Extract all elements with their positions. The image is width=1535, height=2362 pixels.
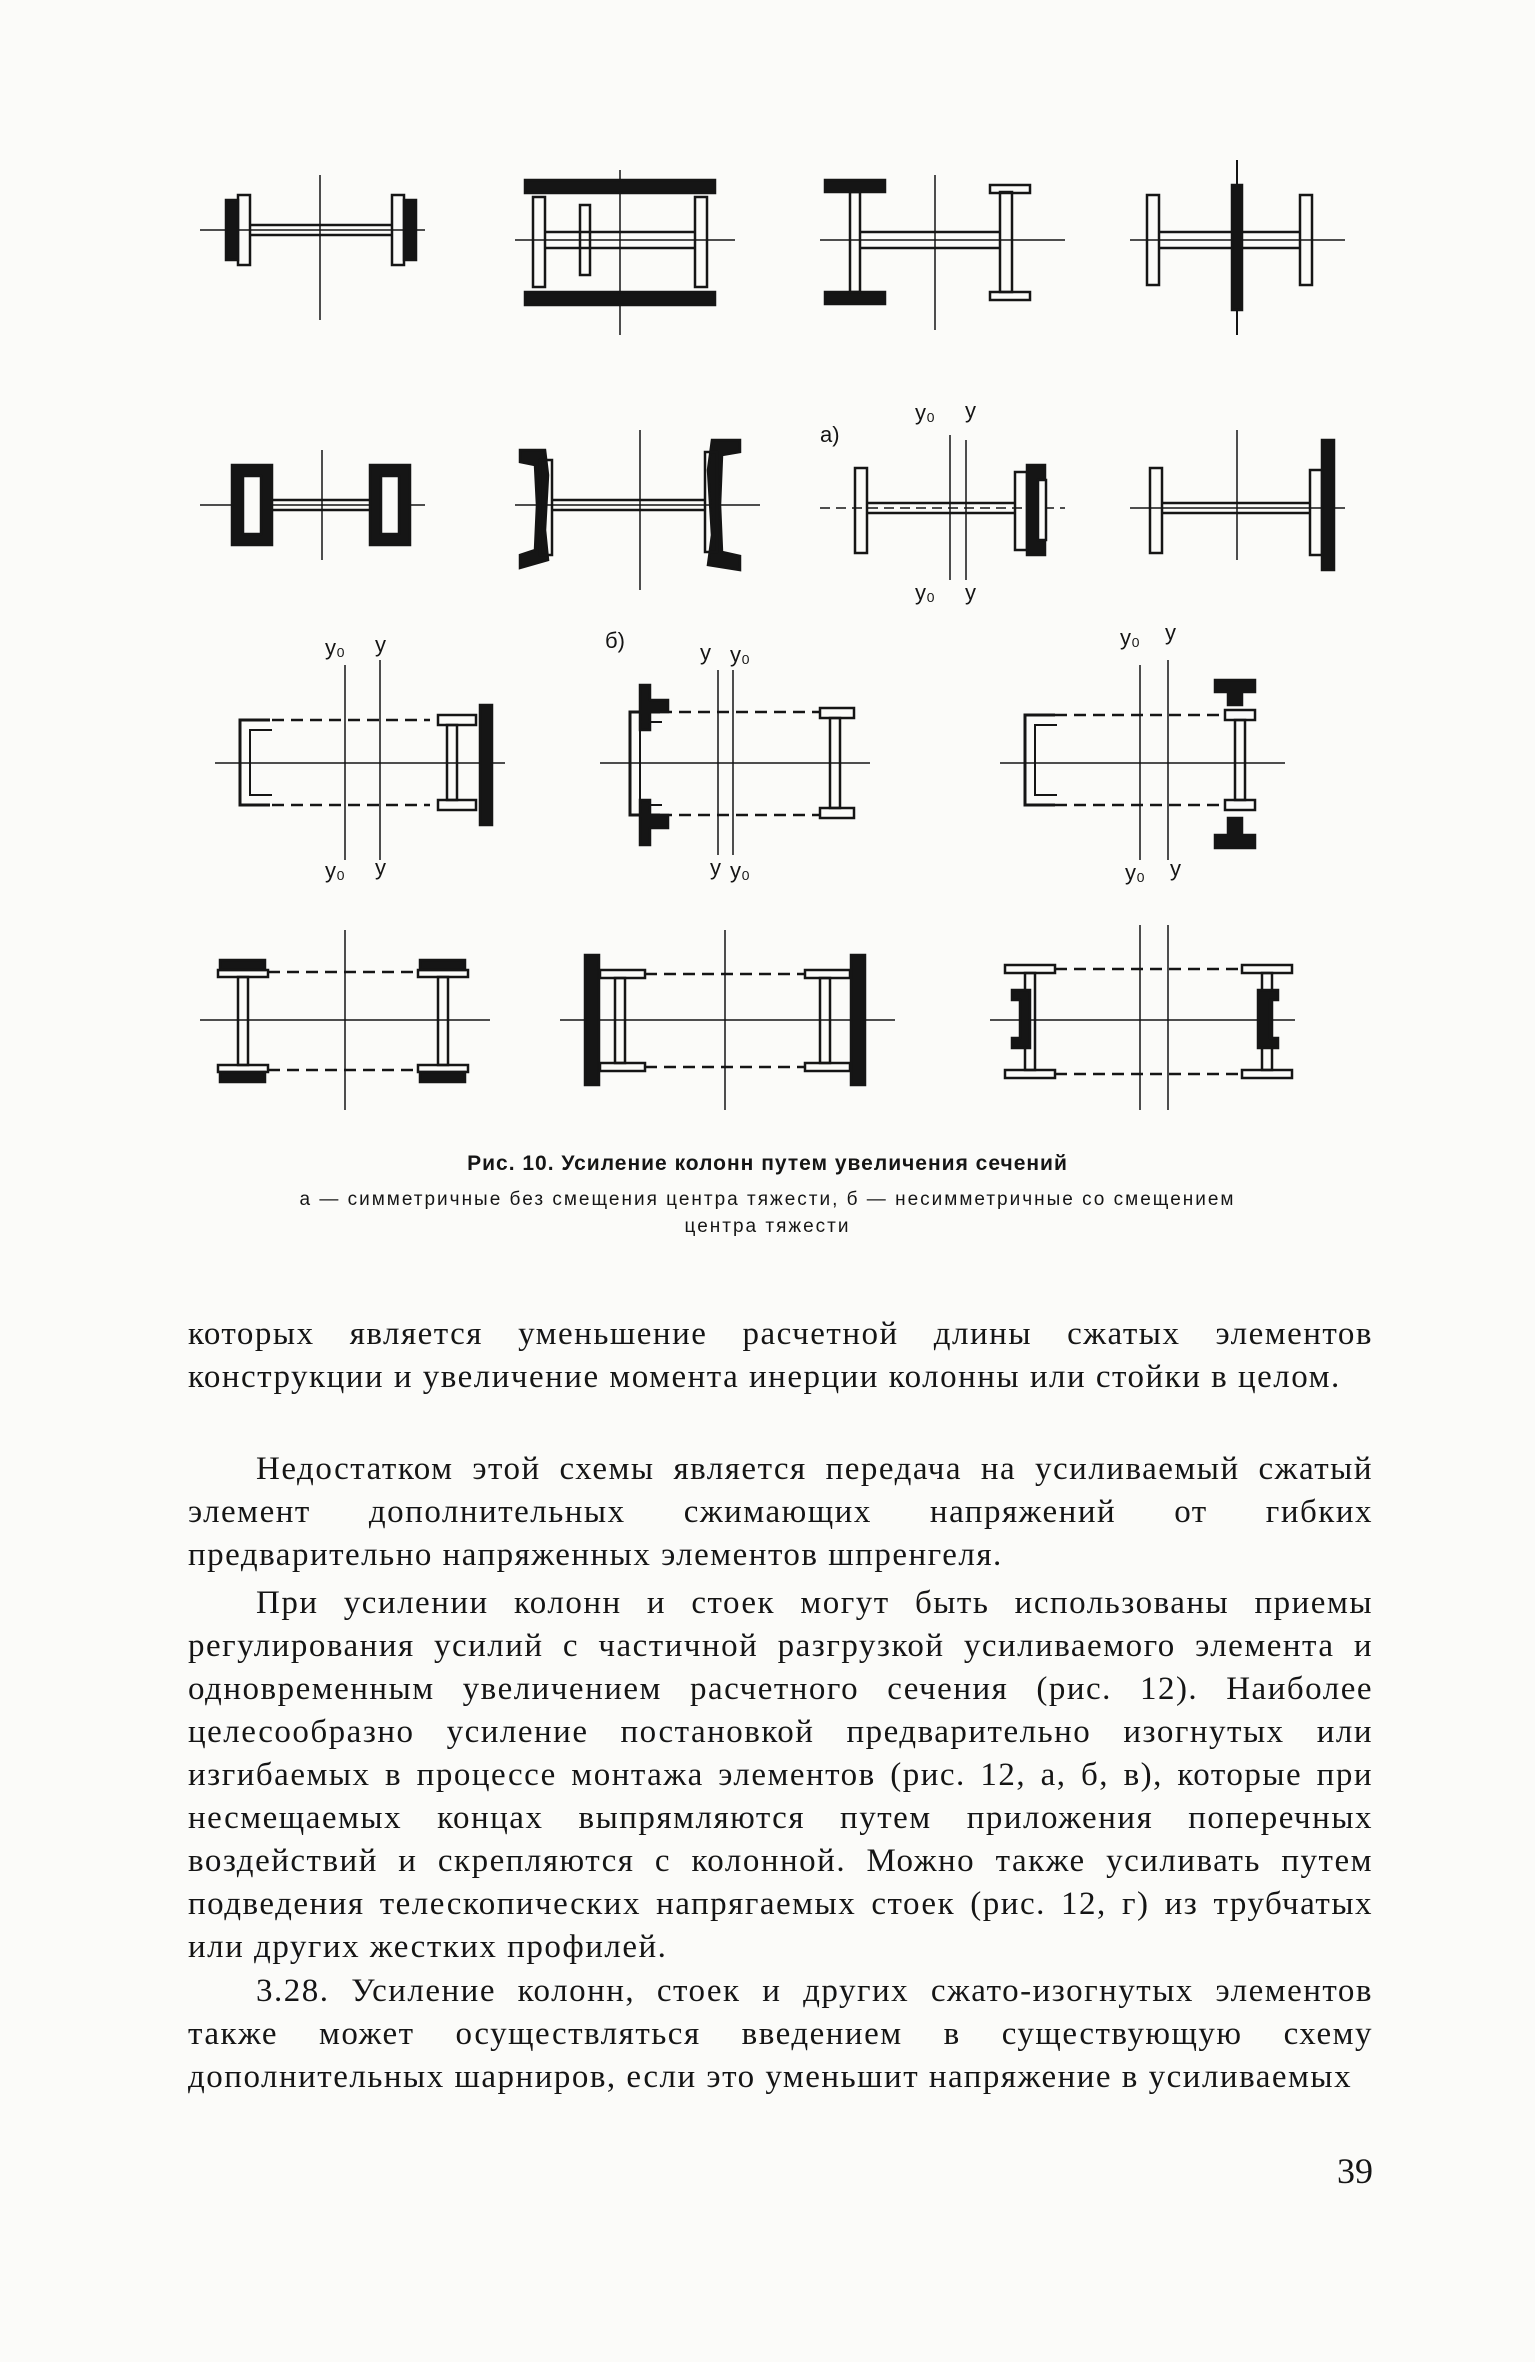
section-14 [990, 925, 1295, 1110]
paragraph-2: Недостатком этой схемы является передача на усиливаемый сжатый элемент дополнительных сжимающих напряжений от гибких предварительно напряженных элементов шпренгеля. [188, 1451, 1373, 1573]
axis-label-y0: у₀ [730, 642, 751, 667]
axis-label-y0: у₀ [915, 580, 936, 605]
axis-label-y: у [965, 398, 976, 423]
section-6 [515, 430, 760, 590]
section-5 [200, 450, 425, 560]
panel-label-b: б) [605, 628, 625, 653]
axis-label-y0: у₀ [325, 858, 346, 883]
section-2 [515, 170, 735, 335]
axis-label-y: у [965, 580, 976, 605]
axis-label-y: у [375, 632, 386, 657]
page-number: 39 [1337, 2151, 1373, 2191]
axis-label-y0: у₀ [730, 858, 751, 883]
section-3 [820, 175, 1065, 330]
paragraph-4: 3.28. Усиление колонн, стоек и других сжато-изогнутых элементов также может осуществляться введением в существующую схему дополнительных шарниров, если это уменьшит напряжение в усиливаемых [188, 1973, 1373, 2095]
axis-label-y: у [1170, 856, 1181, 881]
axis-label-y: у [710, 855, 721, 880]
section-11 [1000, 660, 1285, 860]
axis-label-y0: у₀ [1125, 860, 1146, 885]
caption-line-2: центра тяжести [684, 1216, 851, 1237]
figure-caption-subtitle [0, 1186, 1535, 1240]
section-12 [200, 930, 490, 1110]
panel-label-a: а) [820, 422, 840, 447]
axis-label-y: у [1165, 620, 1176, 645]
paragraph-3: При усилении колонн и стоек могут быть использованы приемы регулирования усилий с частичной разгрузкой усиливаемого элемента и одновременным увеличением расчетного сечения (рис. 12). Наиболее целесообразно усиление постановкой предварительно изогнутых или изгибаемых в процессе монтажа элементов (рис. 12, а, б, в), которые при несмещаемых концах выпрямляются путем приложения поперечных воздействий и скрепляются с колонной. Можно также усиливать путем подведения телескопических напрягаемых стоек (рис. 12, г) из трубчатых или других жестких профилей. [188, 1585, 1373, 1965]
section-13 [560, 930, 895, 1110]
axis-label-y0: у₀ [915, 400, 936, 425]
section-8 [1130, 430, 1345, 570]
paragraph-1: которых является уменьшение расчетной длины сжатых элементов конструкции и увеличение момента инерции колонны или стойки в целом. [188, 1316, 1373, 1395]
caption-line-1: а — симметричные без смещения центра тяжести, б — несимметричные со смещением [299, 1189, 1236, 1210]
section-1 [200, 175, 425, 320]
figure-caption-title: Рис. 10. Усиление колонн путем увеличения сечений [467, 1152, 1068, 1175]
axis-label-y0: у₀ [1120, 625, 1141, 650]
section-7-a [820, 435, 1065, 580]
axis-label-y: у [700, 640, 711, 665]
axis-label-y0: у₀ [325, 635, 346, 660]
section-10-b [600, 670, 870, 855]
axis-label-y: у [375, 855, 386, 880]
section-9 [215, 660, 505, 860]
section-4 [1130, 160, 1345, 335]
reinforcement-sections-figure [0, 0, 1535, 1140]
